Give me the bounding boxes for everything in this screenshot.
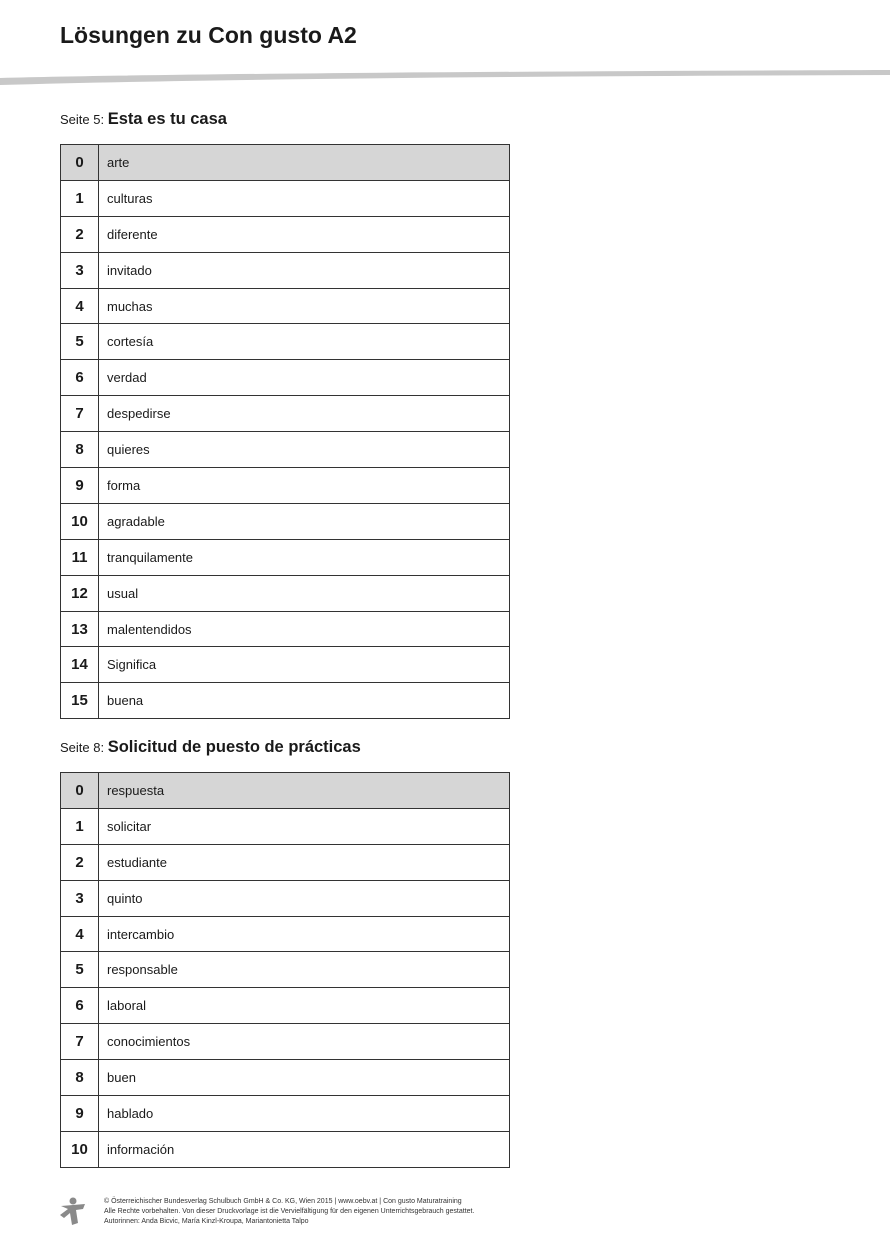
table-row [61,1096,510,1132]
item-number: 2 [61,844,99,880]
item-number: 1 [61,180,99,216]
item-number: 14 [61,647,99,683]
item-number: 3 [61,252,99,288]
item-number: 10 [61,1131,99,1167]
item-number: 1 [61,808,99,844]
table-row [61,988,510,1024]
answer-word: información [99,1131,510,1167]
answer-word: quieres [99,432,510,468]
table-row [61,252,510,288]
item-number: 8 [61,1060,99,1096]
table-row [61,288,510,324]
answer-word: solicitar [99,808,510,844]
item-number: 2 [61,216,99,252]
answer-word: hablado [99,1096,510,1132]
item-number: 15 [61,683,99,719]
answer-word: culturas [99,180,510,216]
table-row [61,432,510,468]
answer-word: cortesía [99,324,510,360]
table-row [61,1024,510,1060]
item-number: 5 [61,324,99,360]
answer-word: quinto [99,880,510,916]
item-number: 7 [61,1024,99,1060]
answer-word: tranquilamente [99,539,510,575]
table-row [61,324,510,360]
answer-word: usual [99,575,510,611]
header-swoosh-divider [0,64,890,88]
table-row [61,180,510,216]
answer-word: arte [99,145,510,181]
table-row [61,1060,510,1096]
table-row [61,468,510,504]
table-row [61,952,510,988]
table-row [61,360,510,396]
answer-table-seite-5 [60,144,510,719]
table-row [61,880,510,916]
answer-word: buen [99,1060,510,1096]
table-row-example [61,773,510,809]
answer-word: Significa [99,647,510,683]
page-title: Lösungen zu Con gusto A2 [60,22,357,48]
item-number: 0 [61,773,99,809]
answer-word: laboral [99,988,510,1024]
item-number: 6 [61,988,99,1024]
section-title: Solicitud de puesto de prácticas [107,738,361,756]
answer-word: muchas [99,288,510,324]
answer-word: respuesta [99,773,510,809]
item-number: 12 [61,575,99,611]
item-number: 6 [61,360,99,396]
footer-copyright [104,1197,474,1228]
table-row [61,611,510,647]
answer-word: forma [99,468,510,504]
section-heading-seite-5 [60,110,227,129]
table-row [61,1131,510,1167]
answer-word: verdad [99,360,510,396]
item-number: 0 [61,145,99,181]
table-row [61,575,510,611]
footer-line-2: Alle Rechte vorbehalten. Von dieser Druckvorlage ist die Vervielfältigung für den eigenen Unterrichtsgebrauch gestattet. [104,1208,475,1216]
table-row [61,647,510,683]
item-number: 3 [61,880,99,916]
section-prefix: Seite 8: [60,740,105,755]
answer-word: responsable [99,952,510,988]
table-row [61,216,510,252]
table-row [61,808,510,844]
item-number: 8 [61,432,99,468]
answer-word: invitado [99,252,510,288]
item-number: 4 [61,288,99,324]
oebv-figure-icon [58,1196,88,1226]
item-number: 10 [61,503,99,539]
answer-word: estudiante [99,844,510,880]
section-title: Esta es tu casa [107,110,227,128]
item-number: 7 [61,396,99,432]
item-number: 9 [61,468,99,504]
answer-word: buena [99,683,510,719]
table-row [61,539,510,575]
section-heading-seite-8 [60,738,361,757]
table-row [61,396,510,432]
table-row-example [61,145,510,181]
answer-word: agradable [99,503,510,539]
answer-word: despedirse [99,396,510,432]
item-number: 11 [61,539,99,575]
table-row [61,503,510,539]
answer-table-seite-8 [60,772,510,1168]
item-number: 5 [61,952,99,988]
table-row [61,683,510,719]
section-prefix: Seite 5: [60,112,105,127]
footer-line-3: Autorinnen: Anda Bicvic, María Kinzl-Kroupa, Mariantonietta Talpo [104,1218,309,1226]
item-number: 4 [61,916,99,952]
answer-word: malentendidos [99,611,510,647]
answer-word: diferente [99,216,510,252]
answer-word: conocimientos [99,1024,510,1060]
item-number: 13 [61,611,99,647]
item-number: 9 [61,1096,99,1132]
footer-line-1: © Österreichischer Bundesverlag Schulbuch GmbH & Co. KG, Wien 2015 | www.oebv.at | Con gusto Maturatraining [104,1198,462,1205]
table-row [61,916,510,952]
answer-word: intercambio [99,916,510,952]
table-row [61,844,510,880]
